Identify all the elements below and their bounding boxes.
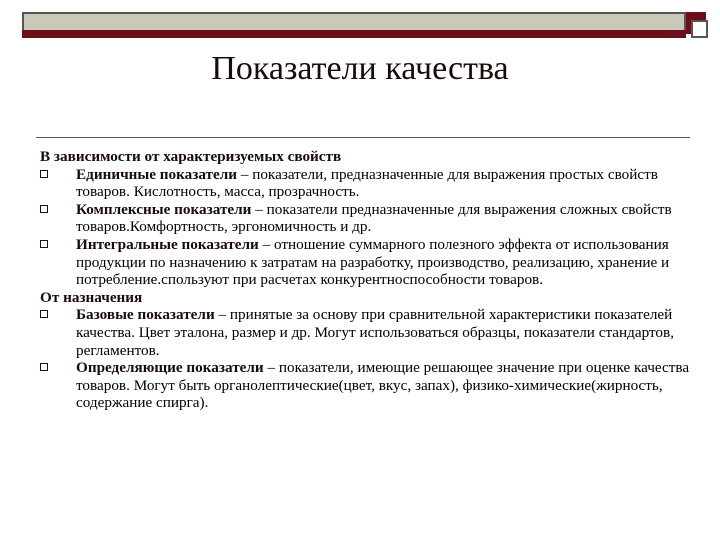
list-item <box>40 166 690 201</box>
square-bullet-icon <box>40 310 48 318</box>
square-bullet-icon <box>40 205 48 213</box>
item-text: – показатели предназначенные для выражения сложных свойств товаров.Комфортность, эргономичность и др. <box>76 200 672 236</box>
list-item <box>40 236 690 289</box>
item-text: – отношение суммарного полезного эффекта от использования продукции по назначению к затратам на разработку, производство, реализацию, хранение и потребление.спользуют при расчетах конкурентноспособности товаров. <box>76 235 670 289</box>
list-item <box>40 359 690 412</box>
item-text: – показатели, имеющие решающее значение при оценке качества товаров. Могут быть органолептические(цвет, вкус, запах), физико-химические(жирность, содержание спирга). <box>76 359 690 412</box>
list-item <box>40 306 690 359</box>
square-bullet-icon <box>40 363 48 371</box>
slide-title: Показатели качества <box>211 50 509 87</box>
item-term: Определяющие показатели <box>76 359 264 377</box>
corner-decoration-frame <box>691 20 708 38</box>
item-term: Единичные показатели <box>76 165 238 183</box>
square-bullet-icon <box>40 240 48 248</box>
item-term: Базовые показатели <box>76 306 215 324</box>
square-bullet-icon <box>40 170 48 178</box>
header-stripe <box>22 30 686 38</box>
section-heading: В зависимости от характеризуемых свойств <box>40 148 342 165</box>
item-text: – показатели, предназначенные для выражения простых свойств товаров. Кислотность, масса, прозрачность. <box>76 165 658 201</box>
list-item <box>40 201 690 236</box>
item-term: Интегральные показатели <box>76 235 259 253</box>
item-term: Комплексные показатели <box>76 200 252 218</box>
slide-content <box>40 148 690 412</box>
item-text: – принятые за основу при сравнительной характеристики показателей качества. Цвет эталона, размер и др. Могут использоваться образцы, показатели стандартов, регламентов. <box>76 306 674 359</box>
section-heading: От назначения <box>40 288 143 306</box>
title-divider <box>36 137 690 138</box>
